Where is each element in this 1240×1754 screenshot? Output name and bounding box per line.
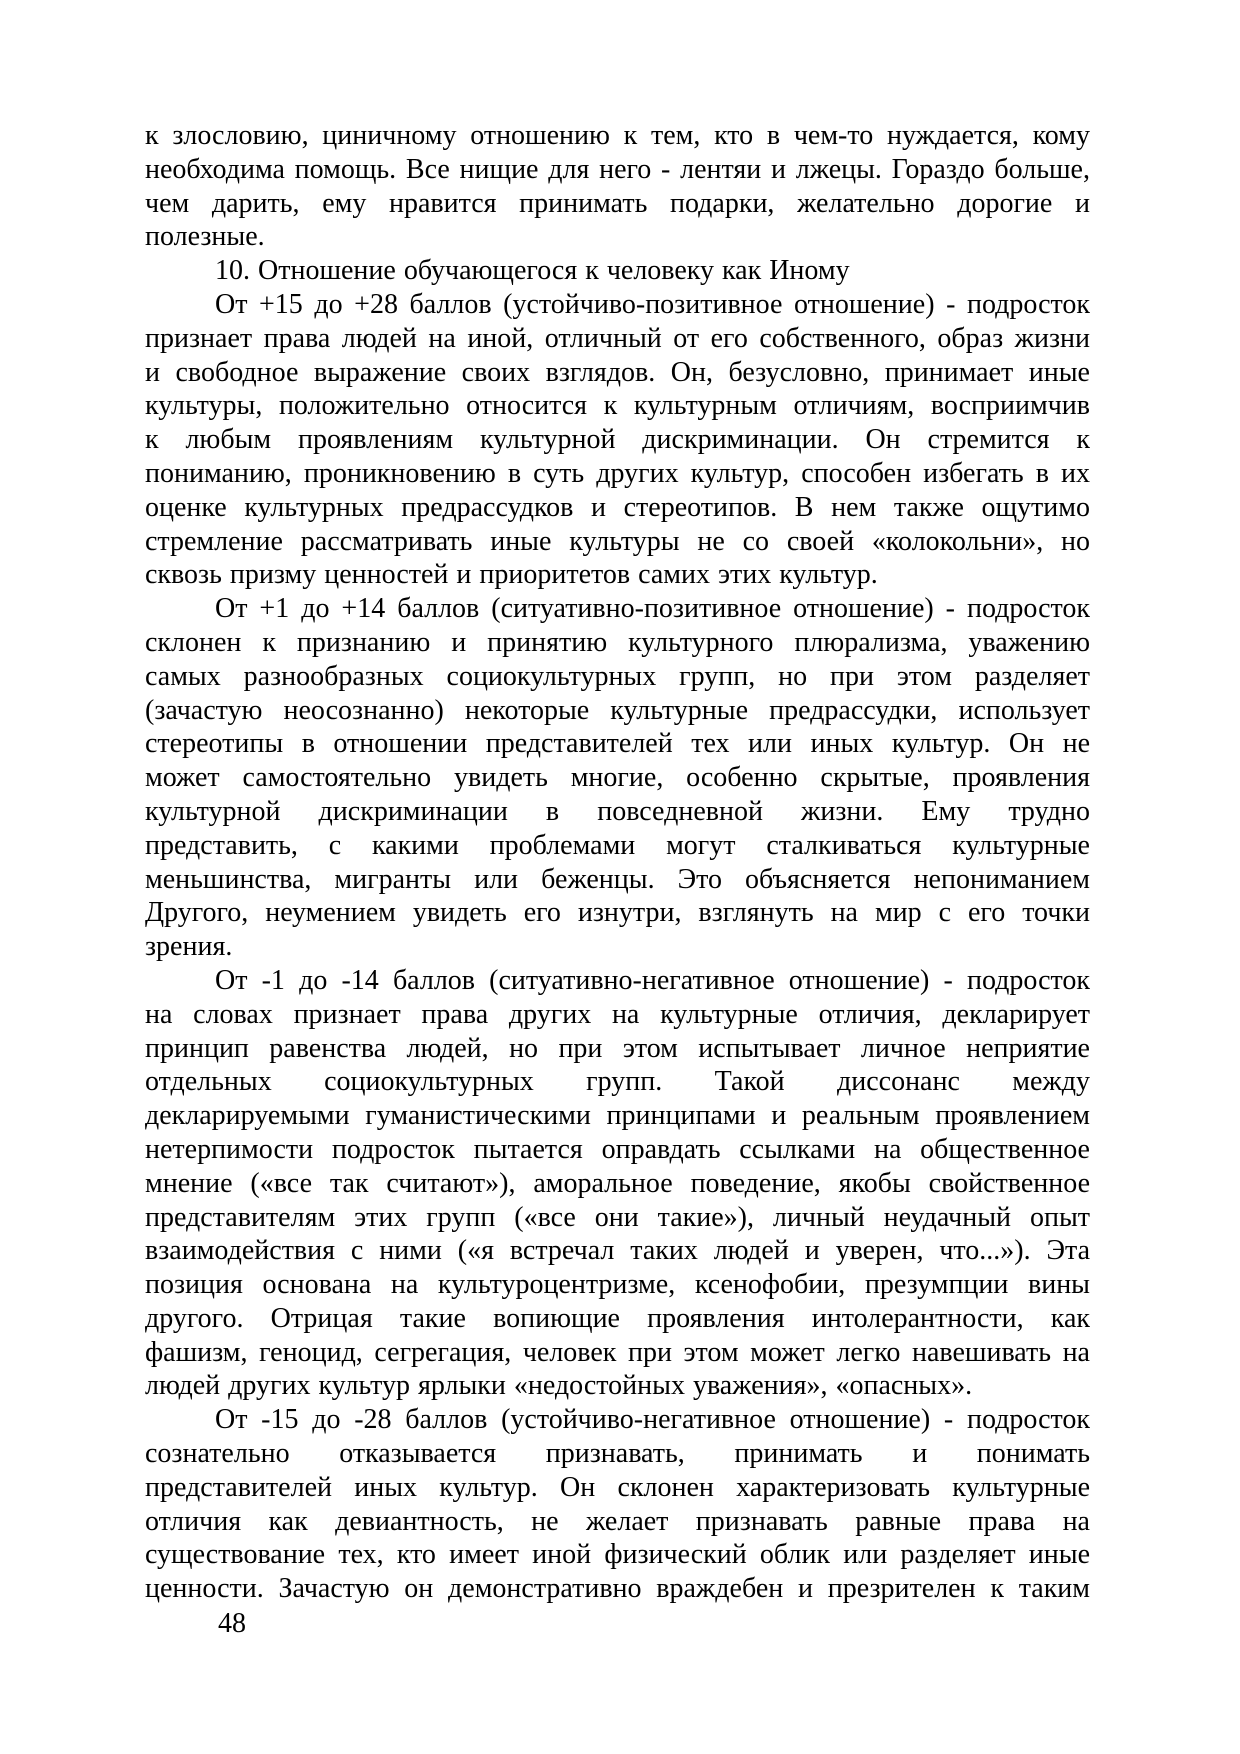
text-line: самых разнообразных социокультурных групп, но при этом разделяет [145, 660, 1090, 692]
text-line: на словах признает права других на культурные отличия, декларирует [145, 998, 1090, 1030]
text-line: культурной дискриминации в повседневной жизни. Ему трудно [145, 795, 1090, 827]
text-line: сознательно отказывается признавать, принимать и понимать [145, 1438, 1090, 1470]
text-line: представителям этих групп («все они такие»), личный неудачный опыт [145, 1201, 1090, 1233]
text-line: отличия как девиантность, не желает признавать равные права на [145, 1505, 1090, 1537]
text-line: необходима помощь. Все нищие для него - лентяи и лжецы. Гораздо больше, [145, 153, 1090, 185]
text-line: к злословию, циничному отношению к тем, кто в чем-то нуждается, кому [145, 120, 1090, 151]
text-line: людей других культур ярлыки «недостойных уважения», «опасных». [145, 1370, 973, 1402]
text-line: фашизм, геноцид, сегрегация, человек при этом может легко навешивать на [145, 1336, 1090, 1368]
text-line: нетерпимости подросток пытается оправдать ссылками на общественное [145, 1133, 1090, 1165]
text-line: мнение («все так считают»), аморальное поведение, якобы свойственное [145, 1167, 1090, 1199]
text-line: стереотипы в отношении представителей тех или иных культур. Он не [145, 728, 1090, 760]
text-line: взаимодействия с ними («я встречал таких людей и уверен, что...»). Эта [145, 1235, 1090, 1267]
text-line: пониманию, проникновению в суть других культур, способен избегать в их [145, 457, 1090, 489]
paragraph [145, 1403, 1090, 1606]
text-line: к любым проявлениям культурной дискриминации. Он стремится к [145, 424, 1090, 456]
text-line: чем дарить, ему нравится принимать подарки, желательно дорогие и [145, 187, 1090, 219]
text-line: представить, с какими проблемами могут сталкиваться культурные [145, 829, 1090, 861]
text-line: сквозь призму ценностей и приоритетов самих этих культур. [145, 559, 878, 591]
text-line: полезные. [145, 221, 265, 253]
paragraph [145, 592, 1090, 964]
text-line: отдельных социокультурных групп. Такой диссонанс между [145, 1066, 1090, 1098]
text-line: представителей иных культур. Он склонен характеризовать культурные [145, 1471, 1090, 1503]
text-line: культуры, положительно относится к культурным отличиям, восприимчив [145, 390, 1090, 422]
paragraph [145, 964, 1090, 1403]
text-line: может самостоятельно увидеть многие, особенно скрытые, проявления [145, 762, 1090, 794]
text-line: другого. Отрицая такие вопиющие проявления интолерантности, как [145, 1302, 1090, 1334]
text-line: существование тех, кто имеет иной физический облик или разделяет иные [145, 1539, 1090, 1571]
text-line: склонен к признанию и принятию культурного плюрализма, уважению [145, 626, 1090, 658]
text-line: Другого, неумением увидеть его изнутри, взглянуть на мир с его точки [145, 897, 1090, 929]
text-line: декларируемыми гуманистическими принципами и реальным проявлением [145, 1100, 1090, 1132]
paragraph-heading [145, 254, 1090, 288]
text-line: оценке культурных предрассудков и стереотипов. В нем также ощутимо [145, 491, 1090, 523]
text-line: признает права людей на иной, отличный от его собственного, образ жизни [145, 322, 1090, 354]
text-line: стремление рассматривать иные культуры не со своей «колокольни», но [145, 525, 1090, 557]
text-line: От -15 до -28 баллов (устойчиво-негативное отношение) - подросток [215, 1404, 1090, 1436]
paragraph [145, 288, 1090, 592]
text-line: От -1 до -14 баллов (ситуативно-негативное отношение) - подросток [215, 964, 1090, 996]
text-line: и свободное выражение своих взглядов. Он, безусловно, принимает иные [145, 356, 1090, 388]
page-number: 48 [218, 1608, 246, 1639]
text-line: меньшинства, мигранты или беженцы. Это объясняется непониманием [145, 863, 1090, 895]
text-line: зрения. [145, 931, 233, 963]
text-line: От +1 до +14 баллов (ситуативно-позитивное отношение) - подросток [215, 593, 1090, 625]
text-line: принцип равенства людей, но при этом испытывает личное неприятие [145, 1032, 1090, 1064]
text-line: От +15 до +28 баллов (устойчиво-позитивное отношение) - подросток [215, 288, 1090, 320]
text-line: ценности. Зачастую он демонстративно враждебен и презрителен к таким [145, 1573, 1090, 1605]
text-block [145, 119, 1090, 1606]
text-line: (зачастую неосознанно) некоторые культурные предрассудки, использует [145, 694, 1090, 726]
section-heading: 10. Отношение обучающегося к человеку как Иному [215, 255, 850, 287]
text-line: позиция основана на культуроцентризме, ксенофобии, презумпции вины [145, 1269, 1090, 1301]
paragraph [145, 119, 1090, 254]
